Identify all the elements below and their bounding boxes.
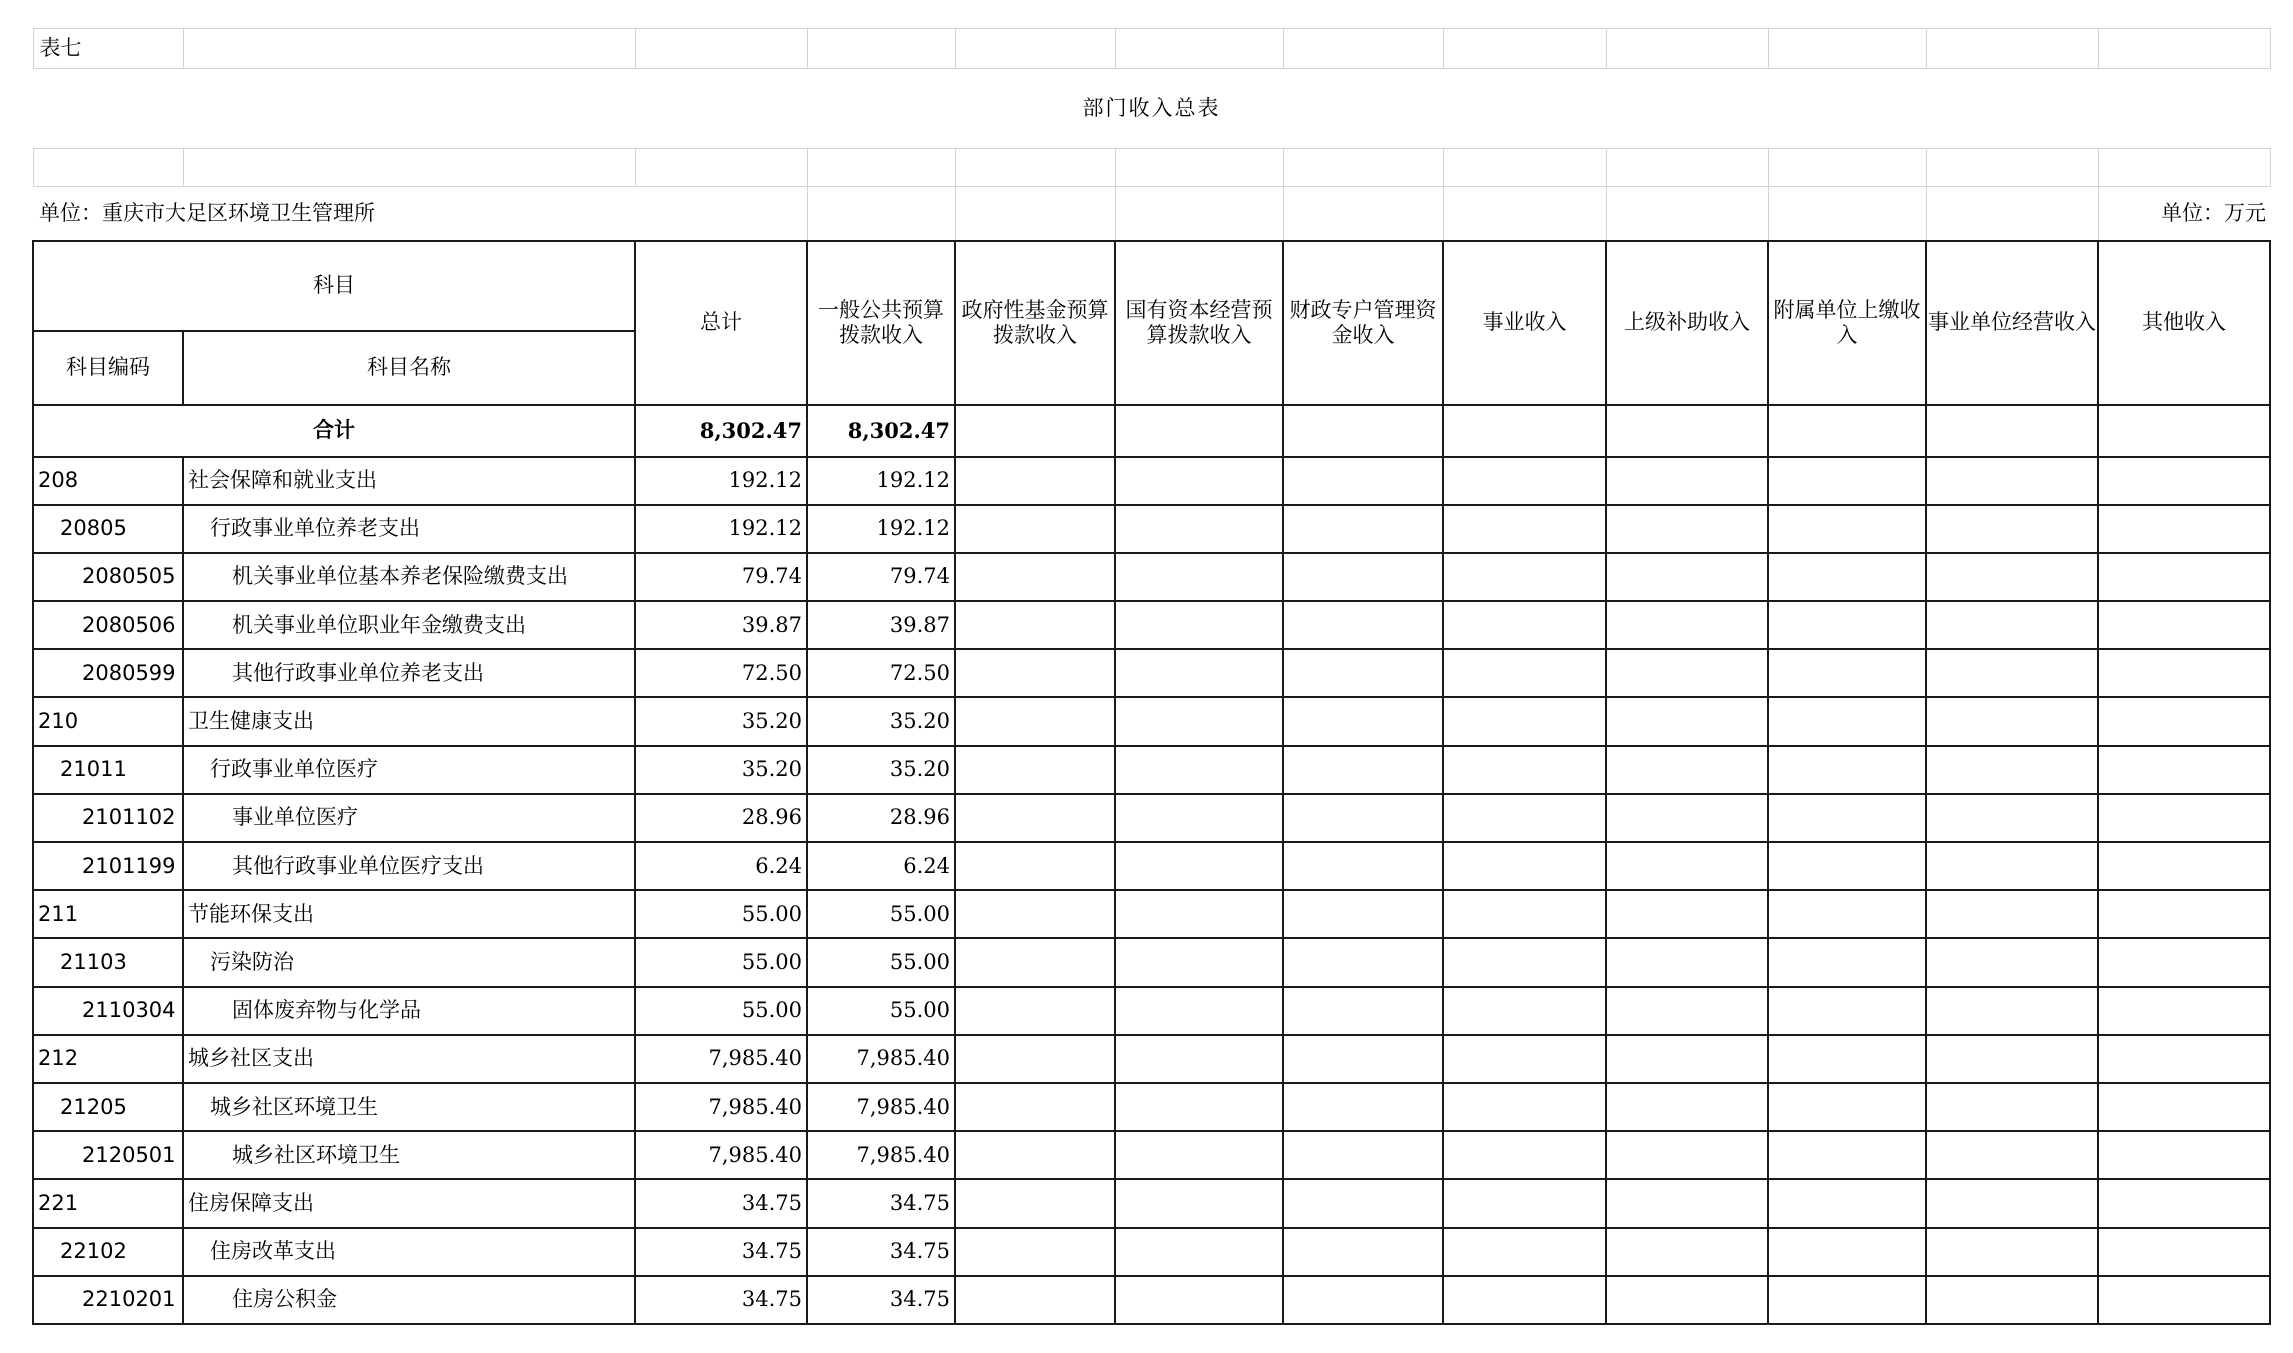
empty-cell [1283, 1276, 1443, 1324]
subject-code-cell: 221 [33, 1179, 183, 1227]
subject-code-cell: 22102 [33, 1228, 183, 1276]
empty-cell [2098, 1276, 2270, 1324]
empty-cell [955, 938, 1115, 986]
subject-code-cell: 2120501 [33, 1131, 183, 1179]
empty-cell [1768, 1035, 1926, 1083]
total-cell: 39.87 [635, 601, 807, 649]
empty-cell [955, 746, 1115, 794]
total-cell: 7,985.40 [635, 1083, 807, 1131]
subject-name-cell: 其他行政事业单位医疗支出 [183, 842, 635, 890]
empty-cell [1926, 553, 2098, 601]
table-row [33, 1131, 2270, 1179]
empty-cell [955, 1131, 1115, 1179]
empty-cell [1926, 1179, 2098, 1227]
page-title: 部门收入总表 [1082, 96, 1221, 120]
empty-cell [1115, 1276, 1283, 1324]
empty-cell [1443, 842, 1606, 890]
table-row [33, 938, 2270, 986]
empty-cell [1443, 649, 1606, 697]
empty-cell [1606, 553, 1768, 601]
empty-cell [1768, 987, 1926, 1035]
empty-cell [1283, 938, 1443, 986]
general-budget-cell: 34.75 [807, 1228, 955, 1276]
empty-cell [1926, 746, 2098, 794]
total-cell: 34.75 [635, 1179, 807, 1227]
header-operating-income: 事业单位经营收入 [1926, 241, 2098, 405]
empty-cell [1926, 1131, 2098, 1179]
total-cell: 7,985.40 [635, 1131, 807, 1179]
total-cell: 34.75 [635, 1228, 807, 1276]
empty-cell [2098, 1228, 2270, 1276]
empty-cell [1283, 987, 1443, 1035]
empty-cell [1443, 938, 1606, 986]
subject-code-cell: 211 [33, 890, 183, 938]
empty-cell [1115, 505, 1283, 553]
general-budget-cell: 192.12 [807, 505, 955, 553]
total-cell: 7,985.40 [635, 1035, 807, 1083]
subject-name-cell: 行政事业单位养老支出 [183, 505, 635, 553]
subject-name-cell: 其他行政事业单位养老支出 [183, 649, 635, 697]
table-row [33, 987, 2270, 1035]
empty-cell [2098, 649, 2270, 697]
empty-cell [1443, 746, 1606, 794]
empty-cell [1768, 1228, 1926, 1276]
empty-cell [1115, 794, 1283, 842]
empty-cell [1606, 1131, 1768, 1179]
empty-cell [1115, 1228, 1283, 1276]
empty-cell [1768, 842, 1926, 890]
total-cell: 192.12 [635, 457, 807, 505]
empty-cell [1926, 794, 2098, 842]
total-cell: 6.24 [635, 842, 807, 890]
total-cell: 79.74 [635, 553, 807, 601]
empty-cell [955, 987, 1115, 1035]
empty-cell [1443, 1035, 1606, 1083]
table-row [33, 1228, 2270, 1276]
empty-cell [1283, 601, 1443, 649]
data-rows [33, 457, 2270, 1324]
table-row [33, 649, 2270, 697]
table-row [33, 842, 2270, 890]
empty-cell [1926, 601, 2098, 649]
empty-cell [955, 1035, 1115, 1083]
empty-cell [1283, 890, 1443, 938]
subject-name-cell: 住房保障支出 [183, 1179, 635, 1227]
empty-cell [1606, 938, 1768, 986]
unit-row [33, 187, 2270, 241]
empty-cell [955, 1179, 1115, 1227]
empty-cell [1606, 601, 1768, 649]
empty-cell [1283, 1083, 1443, 1131]
table-row [33, 1276, 2270, 1324]
empty-cell [955, 457, 1115, 505]
total-general-budget: 8,302.47 [807, 405, 955, 457]
empty-cell [1606, 457, 1768, 505]
table-row [33, 794, 2270, 842]
empty-cell [1283, 505, 1443, 553]
total-row [33, 405, 2270, 457]
empty-cell [1926, 1228, 2098, 1276]
empty-cell [1606, 505, 1768, 553]
empty-cell [1768, 649, 1926, 697]
table-row [33, 553, 2270, 601]
empty-cell [1606, 842, 1768, 890]
empty-cell [1443, 1083, 1606, 1131]
empty-cell [1443, 987, 1606, 1035]
table-row [33, 890, 2270, 938]
empty-cell [1926, 987, 2098, 1035]
table-row [33, 1035, 2270, 1083]
empty-cell [1768, 505, 1926, 553]
empty-cell [1443, 505, 1606, 553]
total-cell: 35.20 [635, 746, 807, 794]
empty-cell [1283, 1131, 1443, 1179]
table-row [33, 1179, 2270, 1227]
subject-name-cell: 住房改革支出 [183, 1228, 635, 1276]
empty-cell [1115, 1035, 1283, 1083]
empty-cell [1443, 1228, 1606, 1276]
general-budget-cell: 28.96 [807, 794, 955, 842]
subject-code-cell: 21205 [33, 1083, 183, 1131]
subject-code-cell: 212 [33, 1035, 183, 1083]
empty-cell [955, 649, 1115, 697]
empty-cell [1606, 890, 1768, 938]
header-row-1 [33, 241, 2270, 331]
subject-name-cell: 社会保障和就业支出 [183, 457, 635, 505]
subject-name-cell: 城乡社区环境卫生 [183, 1083, 635, 1131]
empty-cell [1768, 1131, 1926, 1179]
empty-cell [1768, 553, 1926, 601]
header-subject-name: 科目名称 [183, 331, 635, 405]
empty-cell [1115, 1179, 1283, 1227]
empty-cell [2098, 457, 2270, 505]
empty-cell [1283, 1035, 1443, 1083]
subject-name-cell: 机关事业单位职业年金缴费支出 [183, 601, 635, 649]
unit-organization: 单位：重庆市大足区环境卫生管理所 [39, 200, 375, 225]
empty-cell [1926, 505, 2098, 553]
empty-cell [1926, 890, 2098, 938]
empty-cell [1443, 697, 1606, 745]
subject-code-cell: 21103 [33, 938, 183, 986]
empty-cell [1926, 1083, 2098, 1131]
empty-cell [2098, 987, 2270, 1035]
empty-cell [955, 1276, 1115, 1324]
header-other-income: 其他收入 [2098, 241, 2270, 405]
general-budget-cell: 55.00 [807, 938, 955, 986]
empty-cell [1926, 457, 2098, 505]
subject-code-cell: 2080505 [33, 553, 183, 601]
empty-cell [1768, 890, 1926, 938]
empty-cell [2098, 746, 2270, 794]
table-row [33, 697, 2270, 745]
subject-name-cell: 住房公积金 [183, 1276, 635, 1324]
subject-code-cell: 2080599 [33, 649, 183, 697]
unit-currency: 单位：万元 [2161, 200, 2266, 225]
title-row [33, 69, 2270, 149]
empty-cell [1768, 601, 1926, 649]
empty-cell [1926, 697, 2098, 745]
general-budget-cell: 6.24 [807, 842, 955, 890]
subject-name-cell: 污染防治 [183, 938, 635, 986]
empty-cell [1283, 746, 1443, 794]
empty-cell [1606, 1035, 1768, 1083]
empty-cell [955, 890, 1115, 938]
empty-cell [1768, 938, 1926, 986]
empty-cell [955, 1228, 1115, 1276]
subject-name-cell: 固体废弃物与化学品 [183, 987, 635, 1035]
empty-cell [1606, 1083, 1768, 1131]
general-budget-cell: 72.50 [807, 649, 955, 697]
total-cell: 55.00 [635, 938, 807, 986]
empty-cell [1283, 553, 1443, 601]
subject-name-cell: 事业单位医疗 [183, 794, 635, 842]
empty-cell [2098, 890, 2270, 938]
general-budget-cell: 192.12 [807, 457, 955, 505]
sheet-label-row [33, 29, 2270, 69]
empty-cell [1115, 649, 1283, 697]
empty-cell [2098, 505, 2270, 553]
general-budget-cell: 35.20 [807, 697, 955, 745]
empty-cell [1283, 697, 1443, 745]
empty-cell [1443, 890, 1606, 938]
empty-cell [1443, 1179, 1606, 1227]
empty-cell [1115, 987, 1283, 1035]
empty-cell [955, 1083, 1115, 1131]
empty-cell [955, 505, 1115, 553]
empty-cell [1768, 697, 1926, 745]
subject-code-cell: 210 [33, 697, 183, 745]
header-gov-fund: 政府性基金预算拨款收入 [955, 241, 1115, 405]
general-budget-cell: 7,985.40 [807, 1083, 955, 1131]
subject-code-cell: 2101102 [33, 794, 183, 842]
header-subject-code: 科目编码 [33, 331, 183, 405]
table-row [33, 601, 2270, 649]
empty-cell [1115, 1083, 1283, 1131]
empty-cell [1443, 553, 1606, 601]
empty-cell [2098, 697, 2270, 745]
empty-cell [1926, 842, 2098, 890]
empty-cell [1606, 1228, 1768, 1276]
general-budget-cell: 55.00 [807, 987, 955, 1035]
empty-cell [1115, 697, 1283, 745]
empty-cell [955, 697, 1115, 745]
empty-cell [1768, 794, 1926, 842]
empty-cell [1926, 938, 2098, 986]
empty-cell [1926, 649, 2098, 697]
total-cell: 35.20 [635, 697, 807, 745]
subject-name-cell: 卫生健康支出 [183, 697, 635, 745]
empty-cell [1768, 457, 1926, 505]
header-state-capital: 国有资本经营预算拨款收入 [1115, 241, 1283, 405]
empty-cell [1283, 649, 1443, 697]
general-budget-cell: 35.20 [807, 746, 955, 794]
subject-code-cell: 2080506 [33, 601, 183, 649]
header-special-mgmt: 财政专户管理资金收入 [1283, 241, 1443, 405]
table-number: 表七 [33, 29, 183, 69]
header-general-budget: 一般公共预算拨款收入 [807, 241, 955, 405]
total-cell: 55.00 [635, 890, 807, 938]
empty-cell [1926, 1276, 2098, 1324]
general-budget-cell: 34.75 [807, 1276, 955, 1324]
empty-cell [1115, 890, 1283, 938]
general-budget-cell: 55.00 [807, 890, 955, 938]
table-row [33, 746, 2270, 794]
empty-cell [1606, 697, 1768, 745]
empty-cell [1443, 601, 1606, 649]
empty-cell [1115, 746, 1283, 794]
header-affiliated-income: 附属单位上缴收入 [1768, 241, 1926, 405]
empty-cell [1606, 649, 1768, 697]
empty-cell [1606, 746, 1768, 794]
empty-cell [955, 842, 1115, 890]
general-budget-cell: 79.74 [807, 553, 955, 601]
total-cell: 192.12 [635, 505, 807, 553]
empty-cell [1115, 842, 1283, 890]
total-cell: 55.00 [635, 987, 807, 1035]
empty-cell [2098, 1083, 2270, 1131]
subject-name-cell: 城乡社区环境卫生 [183, 1131, 635, 1179]
subject-name-cell: 节能环保支出 [183, 890, 635, 938]
subject-code-cell: 2210201 [33, 1276, 183, 1324]
subject-name-cell: 城乡社区支出 [183, 1035, 635, 1083]
empty-cell [2098, 553, 2270, 601]
subject-code-cell: 208 [33, 457, 183, 505]
empty-cell [1283, 842, 1443, 890]
empty-cell [1443, 1276, 1606, 1324]
general-budget-cell: 7,985.40 [807, 1131, 955, 1179]
empty-cell [1115, 1131, 1283, 1179]
empty-cell [1115, 457, 1283, 505]
empty-cell [2098, 1131, 2270, 1179]
table-row [33, 1083, 2270, 1131]
empty-cell [1443, 1131, 1606, 1179]
general-budget-cell: 39.87 [807, 601, 955, 649]
empty-cell [1768, 1179, 1926, 1227]
empty-cell [1283, 457, 1443, 505]
subject-code-cell: 20805 [33, 505, 183, 553]
subject-code-cell: 2110304 [33, 987, 183, 1035]
empty-cell [1768, 746, 1926, 794]
total-sum: 8,302.47 [635, 405, 807, 457]
empty-cell [1926, 1035, 2098, 1083]
header-subject: 科目 [33, 241, 635, 331]
empty-cell [1768, 1083, 1926, 1131]
empty-cell [2098, 794, 2270, 842]
table-row [33, 457, 2270, 505]
empty-cell [955, 794, 1115, 842]
empty-cell [1115, 601, 1283, 649]
empty-cell [1283, 1179, 1443, 1227]
blank-row [33, 149, 2270, 187]
empty-cell [1283, 794, 1443, 842]
empty-cell [1115, 938, 1283, 986]
income-summary-sheet [32, 28, 2271, 1325]
header-business-income: 事业收入 [1443, 241, 1606, 405]
empty-cell [1283, 1228, 1443, 1276]
empty-cell [1606, 1276, 1768, 1324]
empty-cell [2098, 938, 2270, 986]
total-cell: 72.50 [635, 649, 807, 697]
empty-cell [1115, 553, 1283, 601]
empty-cell [2098, 1179, 2270, 1227]
subject-name-cell: 机关事业单位基本养老保险缴费支出 [183, 553, 635, 601]
header-superior-subsidy: 上级补助收入 [1606, 241, 1768, 405]
empty-cell [2098, 842, 2270, 890]
empty-cell [2098, 601, 2270, 649]
empty-cell [1606, 1179, 1768, 1227]
total-label: 合计 [33, 405, 635, 457]
subject-code-cell: 21011 [33, 746, 183, 794]
empty-cell [2098, 1035, 2270, 1083]
empty-cell [1443, 794, 1606, 842]
empty-cell [955, 553, 1115, 601]
empty-cell [955, 601, 1115, 649]
general-budget-cell: 7,985.40 [807, 1035, 955, 1083]
total-cell: 34.75 [635, 1276, 807, 1324]
header-total: 总计 [635, 241, 807, 405]
subject-code-cell: 2101199 [33, 842, 183, 890]
table-row [33, 505, 2270, 553]
general-budget-cell: 34.75 [807, 1179, 955, 1227]
subject-name-cell: 行政事业单位医疗 [183, 746, 635, 794]
total-cell: 28.96 [635, 794, 807, 842]
empty-cell [1768, 1276, 1926, 1324]
empty-cell [1606, 794, 1768, 842]
empty-cell [1443, 457, 1606, 505]
empty-cell [1606, 987, 1768, 1035]
